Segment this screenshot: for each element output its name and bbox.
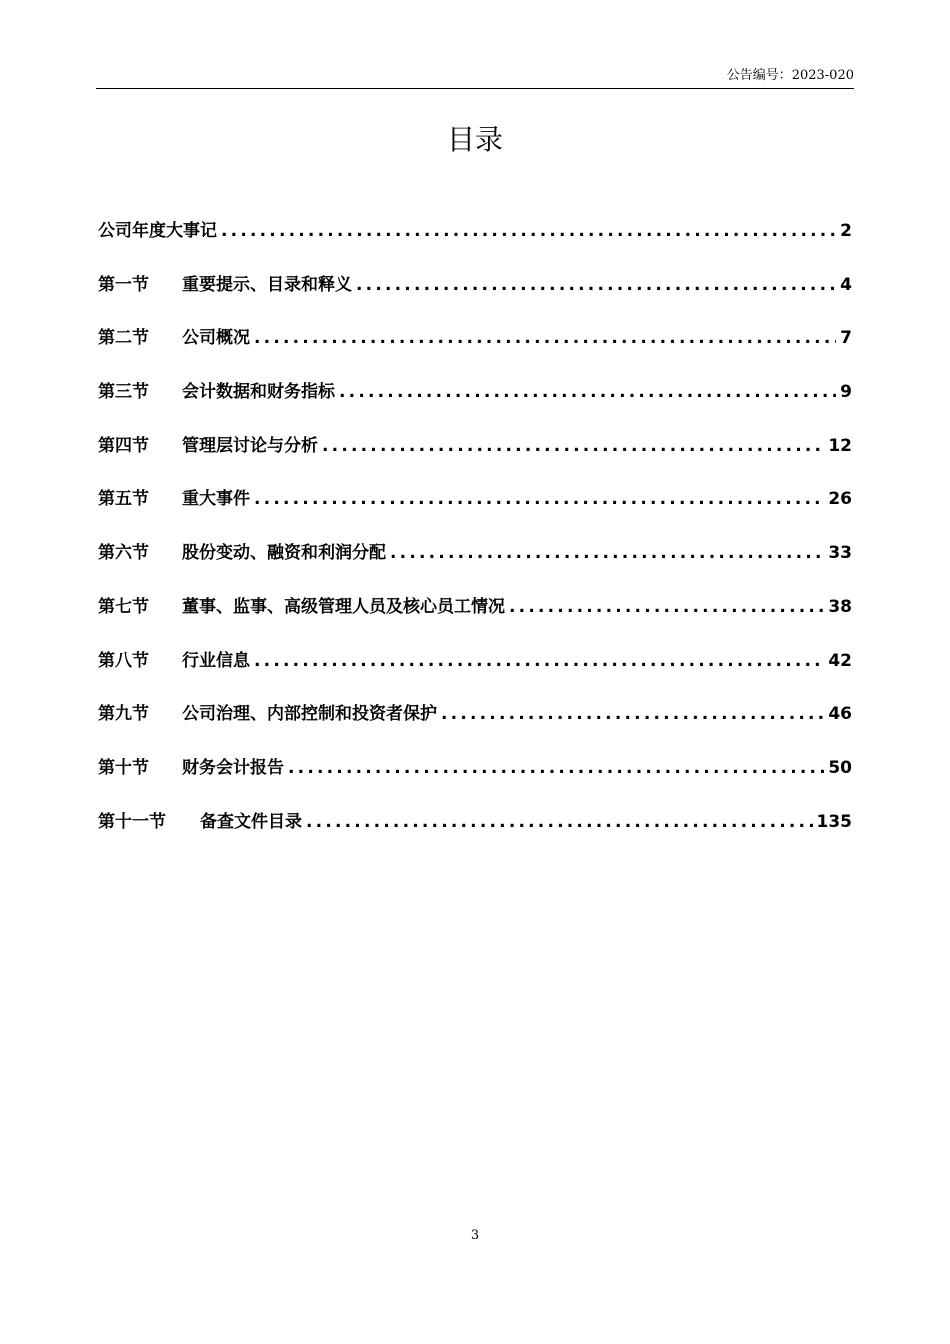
toc-leader-dots [288, 751, 824, 785]
toc-entry-section: 第八节 [98, 650, 149, 671]
toc-entry-section-10[interactable] [98, 751, 852, 805]
toc-entry-title: 公司年度大事记 [98, 221, 217, 241]
toc-entry-section-3[interactable] [98, 375, 852, 429]
toc-entry-title: 公司概况 [182, 328, 250, 349]
toc-entry-section-1[interactable] [98, 268, 852, 322]
toc-entry-page: 4 [840, 274, 852, 295]
toc-entry-page: 26 [828, 489, 852, 510]
toc-entry-title: 重要提示、目录和释义 [182, 274, 352, 295]
toc-entry-page: 46 [828, 704, 852, 725]
toc-entry-page: 2 [840, 221, 852, 241]
toc-leader-dots [441, 697, 824, 731]
toc-entry-title: 股份变动、融资和利润分配 [182, 543, 386, 564]
toc-entry-annual-events[interactable] [98, 214, 852, 268]
toc-entry-section: 第三节 [98, 382, 149, 403]
toc-entry-title: 备查文件目录 [200, 811, 302, 832]
toc-entry-section-4[interactable] [98, 429, 852, 483]
toc-entry-section: 第七节 [98, 596, 149, 617]
toc-entry-page: 7 [840, 328, 852, 349]
toc-entry-title: 重大事件 [182, 489, 250, 510]
page-title: 目录 [446, 123, 503, 156]
toc-entry-section: 第九节 [98, 704, 149, 725]
toc-entry-page: 9 [840, 382, 852, 403]
toc-entry-page: 50 [828, 757, 852, 778]
toc-entry-title: 管理层讨论与分析 [182, 435, 318, 456]
toc-entry-title: 公司治理、内部控制和投资者保护 [182, 704, 437, 725]
toc-entry-title: 会计数据和财务指标 [182, 382, 335, 403]
toc-entry-section-2[interactable] [98, 321, 852, 375]
toc-leader-dots [221, 214, 836, 248]
toc-entry-section-9[interactable] [98, 697, 852, 751]
toc-entry-section-11[interactable] [98, 805, 852, 859]
toc-entry-page: 135 [816, 811, 852, 832]
toc-leader-dots [390, 536, 824, 570]
toc-entry-title: 财务会计报告 [182, 757, 284, 778]
toc-leader-dots [356, 268, 836, 302]
toc-entry-section-7[interactable] [98, 590, 852, 644]
toc-entry-title: 行业信息 [182, 650, 250, 671]
toc-entry-section-8[interactable] [98, 644, 852, 698]
toc-entry-page: 38 [828, 596, 852, 617]
toc-entry-section: 第六节 [98, 543, 149, 564]
toc-leader-dots [306, 805, 813, 839]
toc-leader-dots [254, 644, 824, 678]
toc-leader-dots [254, 321, 836, 355]
toc-leader-dots [254, 482, 824, 516]
toc-entry-section: 第十节 [98, 757, 149, 778]
announcement-number: 公告编号：2023-020 [726, 68, 854, 83]
page-header [96, 66, 854, 89]
toc-leader-dots [322, 429, 824, 463]
table-of-contents [98, 214, 852, 858]
toc-entry-title: 董事、监事、高级管理人员及核心员工情况 [182, 596, 505, 617]
toc-entry-section-6[interactable] [98, 536, 852, 590]
toc-entry-section: 第五节 [98, 489, 149, 510]
toc-entry-section: 第十一节 [98, 811, 166, 832]
toc-entry-page: 12 [828, 435, 852, 456]
toc-entry-section: 第一节 [98, 274, 149, 295]
toc-leader-dots [339, 375, 836, 409]
toc-entry-page: 42 [828, 650, 852, 671]
toc-entry-page: 33 [828, 543, 852, 564]
toc-entry-section-5[interactable] [98, 482, 852, 536]
toc-entry-section: 第四节 [98, 435, 149, 456]
toc-leader-dots [509, 590, 824, 624]
toc-entry-section: 第二节 [98, 328, 149, 349]
page-number: 3 [470, 1228, 480, 1243]
